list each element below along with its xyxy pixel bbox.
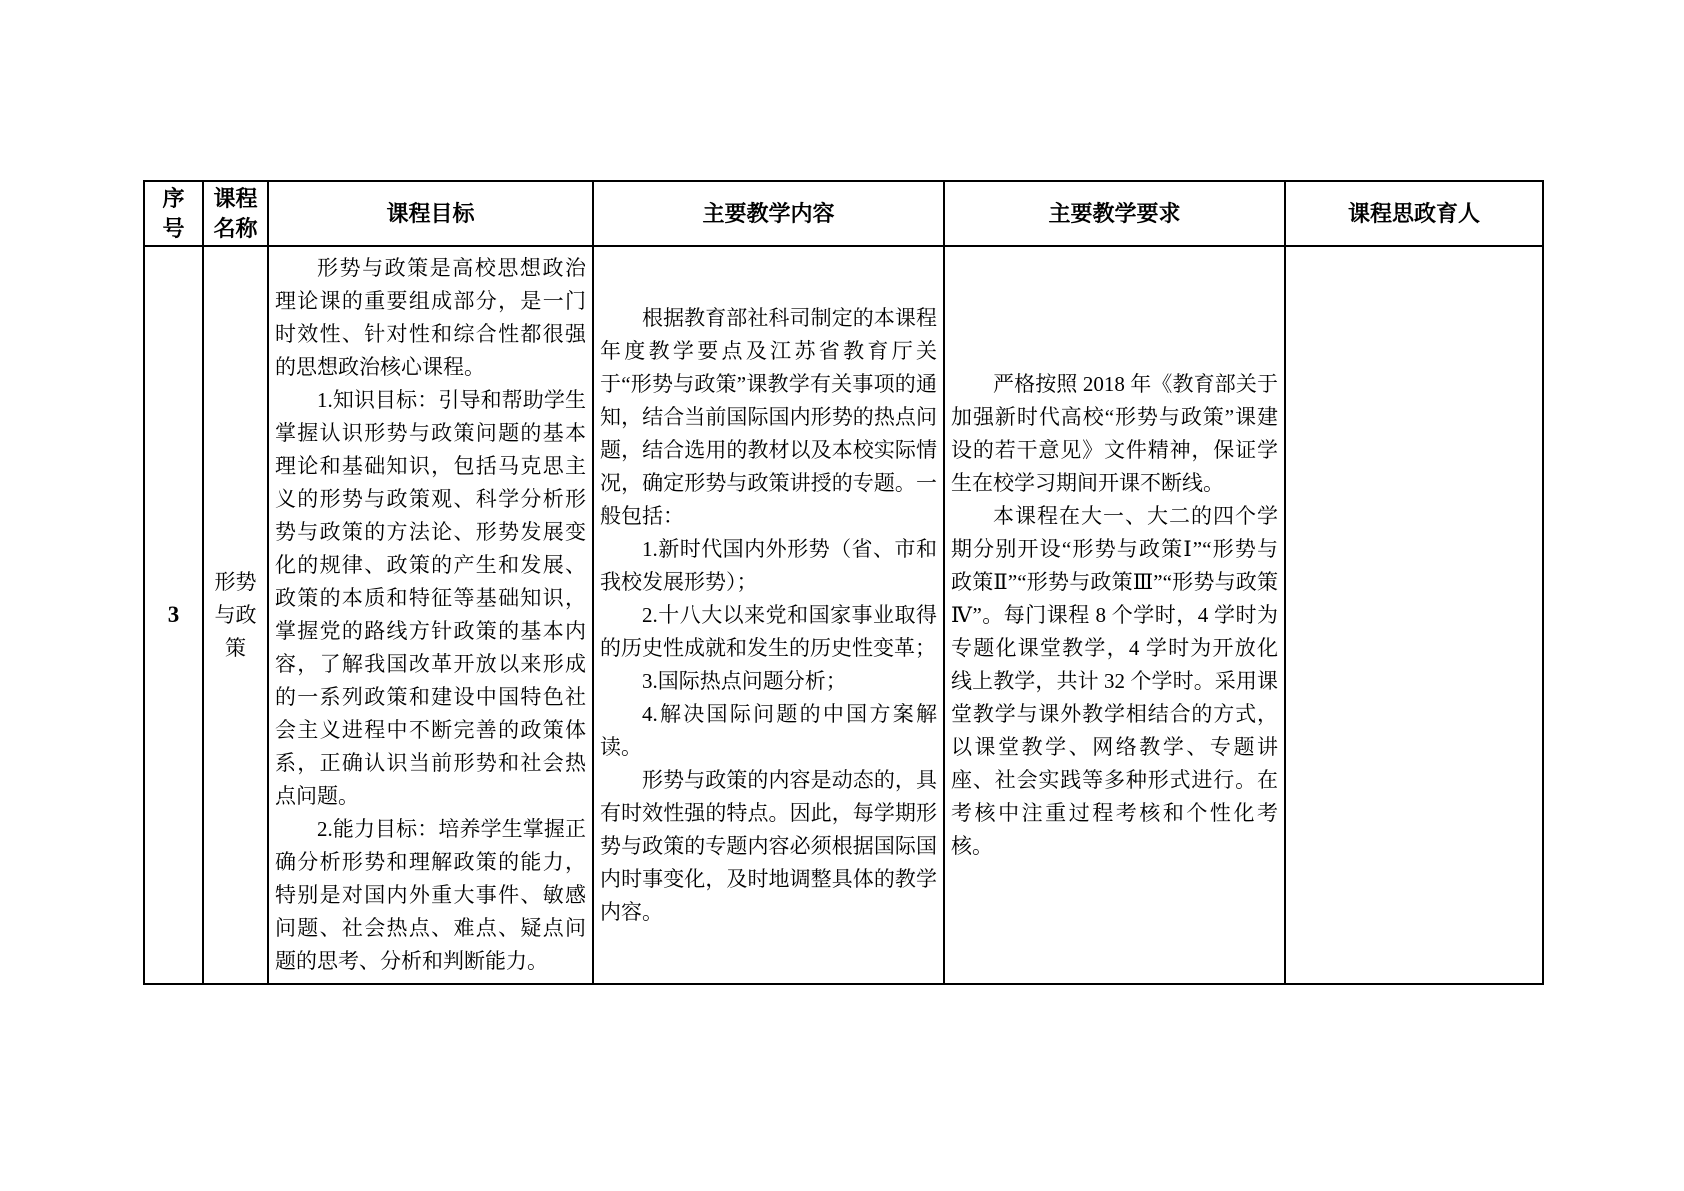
cell-serial-number: 3: [144, 246, 203, 984]
course-table: [143, 180, 1544, 985]
header-serial-line1: 序: [162, 185, 185, 211]
objectives-paragraph-2: 1.知识目标：引导和帮助学生掌握认识形势与政策问题的基本理论和基础知识，包括马克思主义的形势与政策观、科学分析形势与政策的方法论、形势发展变化的规律、政策的产生和发展、政策的本质和特征等基础知识，掌握党的路线方针政策的基本内容，了解我国改革开放以来形成的一系列政策和建设中国特色社会主义进程中不断完善的政策体系，正确认识当前形势和社会热点问题。: [275, 388, 586, 808]
table-header-row: [144, 181, 1543, 246]
content-paragraph-4: 3.国际热点问题分析；: [642, 668, 847, 693]
header-cell-teaching-content: 主要教学内容: [593, 181, 944, 246]
cell-course-name: 形势与政策: [203, 246, 268, 984]
header-cell-objectives: 课程目标: [268, 181, 593, 246]
header-cell-serial-number: [144, 181, 203, 246]
cell-course-objectives: [268, 246, 593, 984]
objectives-paragraph-1: 形势与政策是高校思想政治理论课的重要组成部分，是一门时效性、针对性和综合性都很强的思想政治核心课程。: [275, 256, 586, 379]
cell-teaching-requirements: [944, 246, 1285, 984]
header-course-name-line1: 课程: [213, 185, 258, 211]
cell-ideological-education: [1285, 246, 1543, 984]
content-paragraph-2: 1.新时代国内外形势（省、市和我校发展形势）；: [600, 536, 937, 594]
requirements-paragraph-2: 本课程在大一、大二的四个学期分别开设“形势与政策Ⅰ”“形势与政策Ⅱ”“形势与政策Ⅲ”“形势与政策Ⅳ”。每门课程 8 个学时，4 学时为专题化课堂教学，4 学时为开放化线上教学，共计 32 个学时。采用课堂教学与课外教学相结合的方式，以课堂教学、网络教学、专题讲座、社会实践等多种形式进行。在考核中注重过程考核和个性化考核。: [951, 503, 1278, 858]
objectives-paragraph-3: 2.能力目标：培养学生掌握正确分析形势和理解政策的能力，特别是对国内外重大事件、敏感问题、社会热点、难点、疑点问题的思考、分析和判断能力。: [275, 817, 586, 973]
header-cell-ideological-education: 课程思政育人: [1285, 181, 1543, 246]
content-paragraph-1: 根据教育部社科司制定的本课程年度教学要点及江苏省教育厅关于“形势与政策”课教学有关事项的通知，结合当前国际国内形势的热点问题，结合选用的教材以及本校实际情况，确定形势与政策讲授的专题。一般包括：: [600, 305, 937, 528]
header-cell-teaching-requirements: 主要教学要求: [944, 181, 1285, 246]
requirements-paragraph-1: 严格按照 2018 年《教育部关于加强新时代高校“形势与政策”课建设的若干意见》文件精神，保证学生在校学习期间开课不断线。: [951, 371, 1278, 495]
content-paragraph-5: 4.解决国际问题的中国方案解读。: [600, 701, 937, 759]
cell-teaching-content: [593, 246, 944, 984]
header-course-name-line2: 名称: [213, 215, 258, 241]
content-paragraph-6: 形势与政策的内容是动态的，具有时效性强的特点。因此，每学期形势与政策的专题内容必须根据国际国内时事变化，及时地调整具体的教学内容。: [600, 767, 937, 924]
header-cell-course-name: [203, 181, 268, 246]
content-paragraph-3: 2.十八大以来党和国家事业取得的历史性成就和发生的历史性变革；: [600, 602, 937, 660]
table-row: [144, 246, 1543, 984]
header-serial-line2: 号: [162, 215, 185, 241]
